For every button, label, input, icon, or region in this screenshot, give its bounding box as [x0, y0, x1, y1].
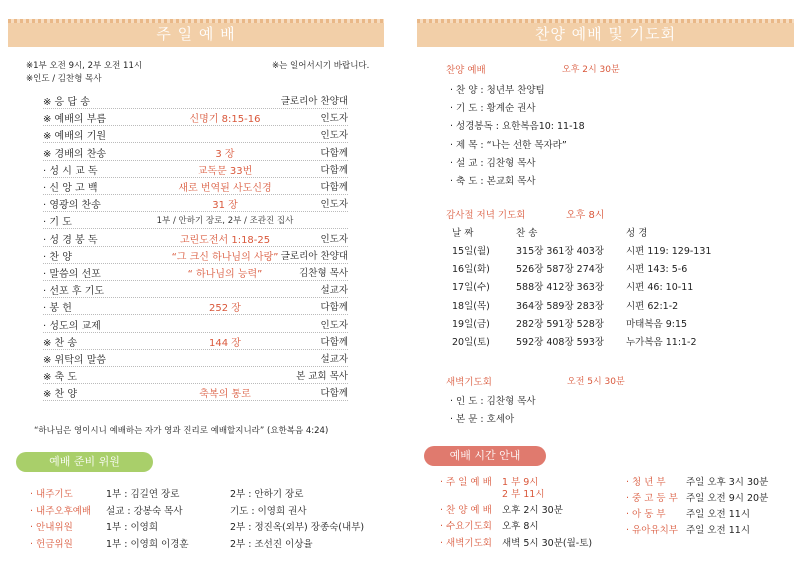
committee-first: 설교 : 강봉숙 목사 [106, 505, 183, 517]
order-item-name: ※ 찬 양 [43, 389, 78, 401]
service-times: ※1부 오전 9시, 2부 오전 11시 [26, 61, 143, 71]
order-item-person: 다함께 [320, 164, 348, 176]
order-row [43, 350, 348, 367]
thanks-header: 성 경 [626, 228, 648, 239]
committee-title: 예배 준비 위원 [49, 455, 120, 468]
order-row [43, 92, 348, 109]
order-item-name: · 성 경 봉 독 [43, 234, 98, 246]
schedule-name: · 주 일 예 배 [440, 477, 492, 488]
schedule-pill [424, 446, 546, 466]
order-item-content: 축복의 통로 [199, 389, 251, 401]
order-row [43, 109, 348, 126]
praise-item: · 찬 양 : 청년부 찬양팀 [450, 85, 545, 96]
order-item-person: 다함께 [320, 182, 348, 193]
order-item-content: 교독문 33번 [197, 165, 253, 177]
thanks-hymns: 282장 591장 528장 [516, 318, 604, 330]
order-row [43, 144, 348, 161]
thanks-hymns: 315장 361장 403장 [516, 246, 604, 257]
committee-first: 1부 : 김길연 장로 [106, 489, 180, 500]
schedule-time: 새벽 5시 30분(월-토) [502, 538, 593, 549]
order-item-content: 3 장 [215, 148, 235, 160]
order-item-name: · 선포 후 기도 [43, 286, 105, 298]
praise-time: 오후 2시 30분 [562, 65, 620, 75]
order-item-content: 252 장 [209, 303, 241, 315]
left-banner [8, 19, 384, 47]
committee-second: 2부 : 정진옥(외부) 장종숙(내부) [230, 522, 365, 533]
order-item-name: ※ 응 답 송 [43, 97, 90, 108]
right-title: 찬양 예배 및 기도회 [534, 25, 677, 43]
thanks-hymns: 592장 408장 593장 [516, 337, 604, 348]
order-item-name: · 말씀의 선포 [43, 269, 101, 280]
order-row [43, 384, 348, 401]
dawn-item: · 본 문 : 호세아 [450, 414, 515, 425]
order-item-person: 다함께 [320, 336, 348, 348]
schedule-time: 오후 2시 30분 [502, 505, 563, 516]
order-item-person: 인도자 [320, 233, 348, 245]
order-row [43, 333, 348, 350]
order-item-name: ※ 축 도 [43, 372, 78, 384]
thanks-hymns: 526장 587장 274장 [516, 264, 604, 276]
order-item-content: 1부 / 안하기 장로, 2부 / 조관진 집사 [156, 216, 294, 227]
order-row [43, 264, 348, 281]
order-item-person: 김찬형 목사 [299, 268, 348, 279]
praise-item: · 축 도 : 본교회 목사 [450, 176, 536, 187]
order-item-name: ※ 경배의 찬송 [43, 148, 107, 160]
order-item-content: 새로 번역된 사도신경 [178, 183, 272, 194]
schedule-name: · 유아유치부 [626, 525, 678, 536]
order-item-name: ※ 예배의 기원 [43, 131, 107, 143]
order-item-name: · 봉 헌 [43, 303, 72, 315]
thanks-date: 17일(수) [452, 282, 490, 294]
dawn-time: 오전 5시 30분 [567, 377, 625, 387]
thanks-bible: 시편 62:1-2 [626, 300, 679, 312]
thanks-bible: 누가복음 11:1-2 [626, 337, 697, 348]
schedule-time: 주일 오후 3시 30분 [686, 477, 769, 488]
praise-item: · 기 도 : 황계순 권사 [450, 103, 536, 115]
schedule-time: 주일 오전 11시 [686, 525, 751, 536]
order-item-name: ※ 예배의 부름 [43, 114, 107, 126]
order-row [43, 281, 348, 298]
order-row [43, 161, 348, 178]
thanks-date: 18일(목) [452, 300, 490, 312]
order-item-name: · 찬 양 [43, 251, 72, 263]
order-item-person: 글로리아 찬양대 [280, 250, 348, 262]
order-item-name: · 신 앙 고 백 [43, 183, 98, 194]
order-row [43, 126, 348, 143]
order-item-content: 고린도전서 1:18-25 [179, 234, 271, 246]
committee-role: · 헌금위원 [30, 538, 73, 550]
praise-label: 찬양 예배 [446, 65, 486, 76]
schedule-time: 오후 8시 [502, 521, 539, 532]
schedule-title: 예배 시간 안내 [449, 449, 521, 462]
order-item-person: 인도자 [320, 199, 348, 211]
thanks-bible: 시편 143: 5-6 [626, 264, 688, 276]
thanks-bible: 시편 119: 129-131 [626, 246, 712, 257]
left-title: 주 일 예 배 [156, 25, 236, 43]
schedule-time: 2 부 11시 [502, 489, 545, 500]
leader-line: ※인도 / 김찬형 목사 [26, 74, 102, 84]
committee-second: 2부 : 조선진 이상율 [230, 538, 313, 550]
committee-first: 1부 : 이영희 이경훈 [106, 538, 189, 550]
order-item-name: · 성 시 교 독 [43, 165, 98, 177]
order-item-name: ※ 찬 송 [43, 337, 78, 349]
stand-note: ※는 일어서시기 바랍니다. [272, 61, 370, 71]
schedule-time: 1 부 9시 [502, 477, 539, 488]
order-row [43, 195, 348, 212]
thanks-hymns: 588장 412장 363장 [516, 282, 604, 294]
thanks-date: 15일(월) [452, 246, 490, 257]
order-item-name: ※ 위탁의 말씀 [43, 355, 107, 366]
order-item-content: 신명기 8:15-16 [189, 114, 261, 126]
committee-role: · 내주오후예배 [30, 505, 92, 517]
order-row [43, 316, 348, 333]
thanks-hymns: 364장 589장 283장 [516, 300, 604, 312]
order-item-person: 다함께 [320, 147, 348, 159]
order-item-person: 다함께 [320, 388, 348, 400]
order-item-person: 설교자 [320, 285, 348, 297]
committee-second: 기도 : 이영희 권사 [230, 505, 307, 517]
thanks-header: 찬 송 [516, 228, 538, 239]
order-item-name: · 성도의 교제 [43, 320, 101, 332]
thanks-time: 오후 8시 [566, 210, 605, 221]
schedule-name: · 찬 양 예 배 [440, 505, 492, 516]
schedule-time: 주일 오전 9시 20분 [686, 493, 769, 504]
thanks-date: 16일(화) [452, 264, 490, 276]
order-item-content: “ 하나님의 능력” [187, 269, 263, 280]
committee-first: 1부 : 이영희 [106, 522, 158, 533]
committee-role: · 안내위원 [30, 522, 73, 533]
order-item-content: 144 장 [209, 337, 241, 349]
order-row [43, 298, 348, 315]
schedule-name: · 아 동 부 [626, 509, 666, 520]
right-banner [417, 19, 794, 47]
order-item-person: 인도자 [320, 113, 348, 125]
order-item-person: 인도자 [320, 130, 348, 142]
praise-item: · 성경봉독 : 요한복음10: 11-18 [450, 121, 585, 133]
thanks-bible: 마태복음 9:15 [626, 318, 688, 330]
order-item-content: 31 장 [212, 200, 238, 212]
schedule-time: 주일 오전 11시 [686, 509, 751, 520]
order-row [43, 367, 348, 384]
praise-item: · 제 목 : “나는 선한 목자라” [450, 139, 567, 151]
schedule-name: · 새벽기도회 [440, 538, 492, 549]
committee-second: 2부 : 안하기 장로 [230, 489, 304, 500]
order-row [43, 178, 348, 195]
dawn-label: 새벽기도회 [446, 377, 492, 388]
dawn-item: · 인 도 : 김찬형 목사 [450, 396, 536, 407]
thanks-date: 19일(금) [452, 318, 490, 330]
order-item-name: · 영광의 찬송 [43, 200, 101, 212]
order-item-content: “그 크신 하나님의 사랑” [171, 251, 279, 263]
thanks-header: 날 짜 [452, 228, 474, 239]
thanks-date: 20일(토) [452, 337, 490, 348]
order-item-person: 글로리아 찬양대 [280, 96, 348, 107]
thanks-bible: 시편 46: 10-11 [626, 282, 694, 294]
praise-item: · 설 교 : 김찬형 목사 [450, 157, 536, 169]
order-item-person: 인도자 [320, 319, 348, 331]
committee-role: · 내주기도 [30, 489, 73, 500]
bible-quote: “하나님은 영이시니 예배하는 자가 영과 진리로 예배할지니라” (요한복음 4:24) [34, 426, 329, 436]
order-item-person: 설교자 [320, 354, 348, 365]
committee-pill [16, 452, 153, 472]
order-item-name: · 기 도 [43, 217, 72, 229]
order-item-person: 본 교회 목사 [296, 371, 348, 383]
thanks-label: 감사절 저녁 기도회 [446, 210, 526, 221]
order-row [43, 230, 348, 247]
order-row [43, 212, 348, 229]
schedule-name: · 청 년 부 [626, 477, 666, 488]
schedule-name: · 수요기도회 [440, 521, 492, 532]
order-row [43, 247, 348, 264]
order-item-person: 다함께 [320, 302, 348, 314]
schedule-name: · 중 고 등 부 [626, 493, 678, 504]
